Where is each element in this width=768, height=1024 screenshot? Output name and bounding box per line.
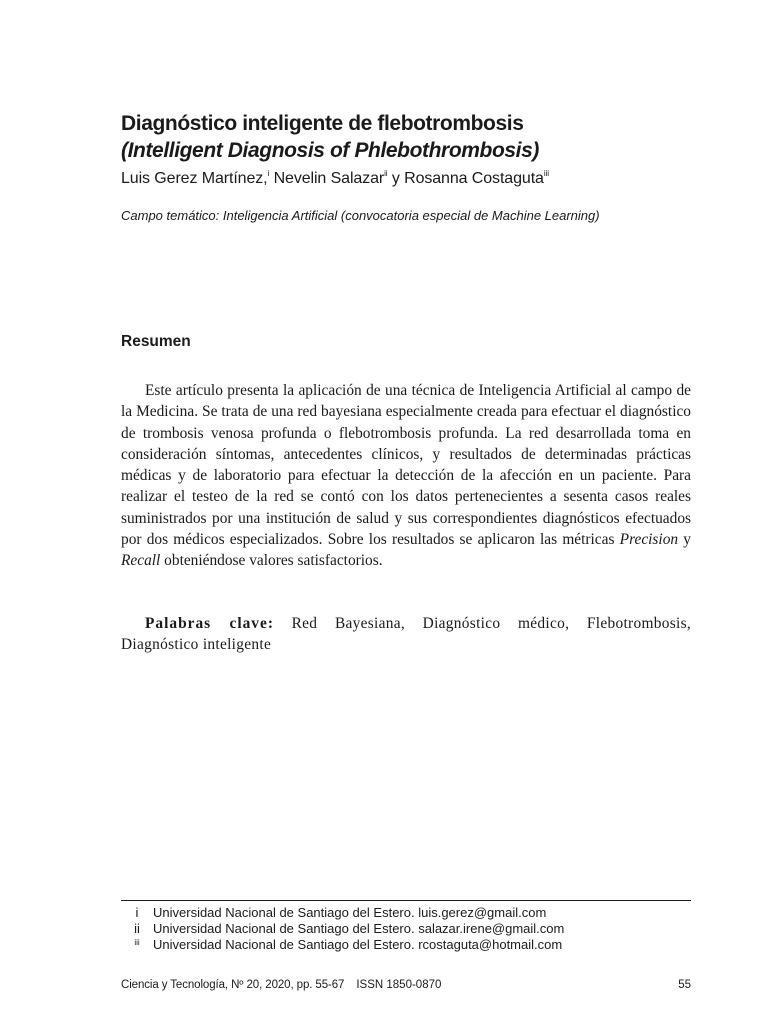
- author-list: [121, 168, 701, 190]
- footnote: [121, 921, 691, 937]
- abstract-term-recall: Recall: [121, 552, 161, 570]
- journal-info: [121, 977, 441, 993]
- abstract-text-end: obteniéndose valores satisfactorios.: [164, 552, 383, 570]
- subject-field: Campo temático: Inteligencia Artificial (convocatoria especial de Machine Learning): [121, 208, 600, 223]
- author-name: Nevelin Salazar: [273, 170, 385, 187]
- abstract-text: Este artículo presenta la aplicación de una técnica de Inteligencia Artificial al campo de la Medicina. Se trata de una red bayesiana especialmente creada para efectuar el diagnóstico de trombosis venosa profunda o flebotrombosis profunda. La red desarrollada toma en consideración síntomas, antecedentes clínicos, y resultados de determinadas prácticas médicas y de laboratorio para efectuar la detección de la afección en un paciente. Para realizar el testeo de la red se contó con los datos pertenecientes a sesenta casos reales suministrados por una institución de salud y sus correspondientes diagnósticos efectuados por dos médicos especializados. Sobre los resultados se aplicaron las métricas: [121, 382, 691, 549]
- footnote-text: Universidad Nacional de Santiago del Estero. luis.gerez@gmail.com: [153, 905, 547, 920]
- footnote: [121, 905, 691, 921]
- title-english: (Intelligent Diagnosis of Phlebothrombosis): [121, 139, 539, 162]
- footnote-text: Universidad Nacional de Santiago del Estero. salazar.irene@gmail.com: [153, 921, 565, 936]
- author-affiliation-mark: iii: [543, 169, 549, 178]
- page-number: 55: [678, 979, 691, 991]
- footnote-mark: i: [135, 905, 139, 920]
- footnote-mark: ii: [134, 921, 140, 936]
- footnote-text: Universidad Nacional de Santiago del Estero. rcostaguta@hotmail.com: [153, 937, 563, 952]
- footnote: [121, 937, 691, 953]
- article-title: [121, 110, 701, 164]
- author-affiliation-mark: ii: [384, 169, 388, 178]
- keywords-label: Palabras clave:: [145, 615, 274, 632]
- author-connector: y: [391, 170, 400, 187]
- footnote-divider: [121, 900, 691, 901]
- footnote-mark: iii: [134, 938, 140, 947]
- abstract-term-precision: Precision: [619, 531, 679, 549]
- author-name: Rosanna Costaguta: [404, 170, 544, 187]
- page-footer: [121, 977, 691, 993]
- keywords-text: Red Bayesiana, Diagnóstico médico, Flebotrombosis, Diagnóstico inteligente: [121, 615, 692, 654]
- author-affiliation-mark: i: [267, 169, 270, 178]
- author-name: Luis Gerez Martínez,: [121, 170, 268, 187]
- keywords-paragraph: [121, 613, 691, 656]
- title-spanish: Diagnóstico inteligente de flebotrombosis: [121, 112, 524, 135]
- journal-citation: Ciencia y Tecnología, Nº 20, 2020, pp. 55-67: [121, 979, 345, 991]
- abstract-paragraph: [121, 380, 691, 572]
- journal-issn: ISSN 1850-0870: [356, 979, 442, 991]
- footnotes: [121, 905, 691, 953]
- abstract-heading: Resumen: [121, 333, 191, 350]
- abstract-connector: y: [683, 531, 691, 549]
